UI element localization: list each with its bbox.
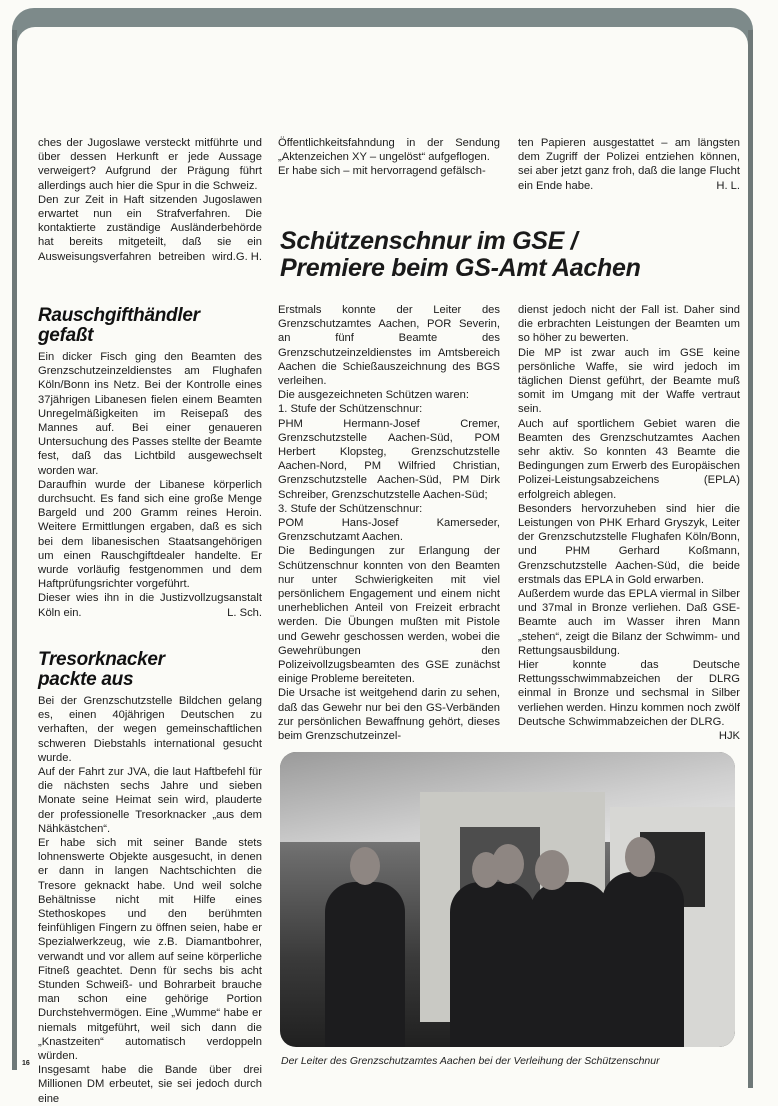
- main-article-column-2: [278, 303, 500, 743]
- paragraph: POM Hans-Josef Kamerseder, Grenzschutzamt Aachen.: [278, 517, 500, 544]
- paragraph: Er habe sich mit seiner Bande stets lohnenswerte Objekte ausgesucht, in denen er dann in langen Nachtschichten die Tresore geknackt habe. Und weil solche Behältnisse nicht mit Hilfe eines Stethoskopes und den berühmten feinfühligen Fingern zu öffnen seien, habe er Spezialwerkzeug, wie z.B. Diamantbohrer, verwandt und vor allem auf seine körperliche Fitneß geachtet. Denn für sechs bis acht Stunden Schweiß- und Bohrarbeit brauche man schon eine gehörige Portion Durchstehvermögen. Eine „Wumme“ habe er niemals mitgeführt, weil sich dann die „Knastzeiten“ automatisch verdoppeln würden.: [38, 837, 262, 1063]
- photo-person: [530, 882, 610, 1047]
- paragraph: Besonders hervorzuheben sind hier die Leistungen von PHK Erhard Gryszyk, Leiter der Grenzschutzstelle Flughafen Köln/Bonn, und PHM Gerhard Koßmann, Grenzschutzstelle Aachen-Süd, die beide erstmals das EPLA in Gold erwarben.: [518, 502, 740, 586]
- signature: L. Sch.: [227, 606, 262, 619]
- paragraph: 1. Stufe der Schützenschnur:: [278, 403, 423, 416]
- paragraph: Die MP ist zwar auch im GSE keine persönliche Waffe, sie wird jedoch im täglichen Dienst geführt, der Beamte muß somit im Umgang mit der Waffe vertraut sein.: [518, 346, 740, 416]
- main-article-column-3: [518, 303, 740, 743]
- paragraph: Öffentlichkeitsfahndung in der Sendung „Aktenzeichen XY – ungelöst“ aufgeflogen.: [278, 137, 500, 164]
- paragraph: Insgesamt habe die Bande über drei Millionen DM erbeutet, sie sei jedoch durch eine: [38, 1064, 262, 1105]
- paragraph: Er habe sich – mit hervorragend gefälsch-: [278, 165, 486, 178]
- photo-person: [450, 882, 535, 1047]
- article-tresorknacker: [38, 650, 262, 1106]
- paragraph: Hier konnte das Deutsche Rettungsschwimmabzeichen der DLRG einmal in Bronze und sechsmal in Silber verliehen werden. Hinzu kommen noch zwölf Deutsche Schwimmabzeichen der DLRG.: [518, 659, 740, 728]
- photo-caption: Der Leiter des Grenzschutzamtes Aachen bei der Verleihung der Schützenschnur: [281, 1055, 660, 1067]
- column-2-continuation: [278, 136, 500, 179]
- column-3-continuation: [518, 136, 740, 193]
- paragraph: Bei der Grenzschutzstelle Bildchen gelang es, einen 40jährigen Deutschen zu verhaften, der wegen gemeinschaftlichen schweren Diebstahls international gesucht wurde.: [38, 695, 262, 764]
- column-1-intro: [38, 136, 262, 264]
- page-number: 16: [22, 1060, 30, 1067]
- page-frame-inner: [17, 27, 748, 57]
- paragraph: Daraufhin wurde der Libanese körperlich durchsucht. Es fand sich eine große Menge Bargeld und 200 Gramm reines Heroin. Weitere Ermittlungen ergaben, daß es sich bei dem libanesischen Staatsangehörigen um einen Rauschgiftdealer handelte. Er wurde vorläufig festgenommen und dem Haftprüfungsrichter vorgeführt.: [38, 478, 262, 591]
- paragraph: Die Bedingungen zur Erlangung der Schützenschnur konnten von den Beamten nur unter Schwierigkeiten mit viel persönlichem Engagement und einem nicht unerheblichen Anteil von Freizeit erbracht werden. Die Übungen mußten mit Pistole und Gewehr geschossen werden, wobei die Gewehrübungen den Polizeivollzugsbeamten des GSE zunächst einige Probleme bereiteten.: [278, 545, 500, 686]
- paragraph: 3. Stufe der Schützenschnur:: [278, 502, 423, 515]
- paragraph: Erstmals konnte der Leiter des Grenzschutzamtes Aachen, POR Severin, an fünf Beamte des Grenzschutzeinzeldienstes im Amtsbereich Aachen die Schießauszeichnung des BGS verleihen.: [278, 304, 500, 388]
- paragraph: ches der Jugoslawe versteckt mitführte und über dessen Herkunft er jede Aussage verweigert? Aufgrund der Prägung führt allerdings auch hier die Spur in die Schweiz.: [38, 137, 262, 192]
- photo-person-head: [535, 850, 569, 890]
- paragraph: Den zur Zeit in Haft sitzenden Jugoslawen erwartet nun ein Strafverfahren. Die kontaktierte zuständige Ausländerbehörde hat bereits mitgeteilt, daß sie ein Ausweisungsverfahren betreiben wird. G. H.: [38, 193, 262, 263]
- page-frame-left-rule: [12, 30, 17, 1070]
- article-heading: Tresorknacker packte aus: [38, 649, 165, 690]
- paragraph: Auch auf sportlichem Gebiet waren die Beamten des Grenzschutzamtes Aachen sehr aktiv. So konnten 43 Beamte die Bedingungen zum Erwerb des Europäischen Polizei-Leistungsabzeichens (EPLA) erfolgreich ablegen.: [518, 417, 740, 501]
- photo-person-head: [492, 844, 524, 884]
- photo-person: [602, 872, 684, 1047]
- paragraph: Die Ursache ist weitgehend darin zu sehen, daß das Gewehr nur bei den GS-Verbänden zur persönlichen Bewaffnung gehört, dieses beim Grenzschutzeinzel-: [278, 687, 500, 743]
- paragraph: PHM Hermann-Josef Cremer, Grenzschutzstelle Aachen-Süd, POM Herbert Klopsteg, Grenzschutzstelle Aachen-Nord, PM Wilfried Christian, Grenzschutzstelle Aachen-Süd, PM Dirk Schreiber, Grenzschutzstelle Aachen-Süd;: [278, 417, 500, 501]
- paragraph: ten Papieren ausgestattet – am längsten dem Zugriff der Polizei entziehen können, sei aber jetzt ganz froh, daß die lange Flucht ein Ende habe. H. L.: [518, 137, 740, 192]
- main-headline: Schützenschnur im GSE / Premiere beim GS-Amt Aachen: [280, 227, 641, 282]
- photo-person-head: [350, 847, 380, 885]
- paragraph: dienst jedoch nicht der Fall ist. Daher sind die erbrachten Leistungen der Beamten um so höher zu bewerten.: [518, 304, 740, 345]
- article-photo: [280, 752, 735, 1047]
- paragraph: Ein dicker Fisch ging den Beamten des Grenzschutzeinzeldienstes am Flughafen Köln/Bonn ins Netz. Bei der Kontrolle eines 37jährigen Libanesen fielen einem Beamten Unregelmäßigkeiten im Reisepaß des Mannes auf. Bei einer genaueren Untersuchung des Passes stellte der Beamte fest, daß das Lichtbild ausgewechselt worden war.: [38, 351, 262, 477]
- photo-person: [325, 882, 405, 1047]
- article-heading: Rauschgifthändler gefaßt: [38, 305, 200, 346]
- photo-person-head: [625, 837, 655, 877]
- page-frame-right-rule: [748, 30, 753, 1088]
- signature: HJK: [718, 730, 740, 743]
- paragraph: Auf der Fahrt zur JVA, die laut Haftbefehl für die nächsten sechs Jahre und sieben Monate seine Heimat sein wird, plauderte der professionelle Tresorknacker „aus dem Nähkästchen“.: [38, 766, 262, 835]
- paragraph: Dieser wies ihn in die Justizvollzugsanstalt Köln ein. L. Sch.: [38, 592, 262, 619]
- article-rauschgifthaendler: [38, 306, 262, 620]
- signature: G. H.: [235, 250, 262, 263]
- signature: H. L.: [716, 179, 740, 192]
- paragraph: Die ausgezeichneten Schützen waren:: [278, 389, 469, 402]
- paragraph: Außerdem wurde das EPLA viermal in Silber und 37mal in Bronze verliehen. Daß GSE-Beamte auch im Wasser ihren Mann „stehen“, zeigt die Bilanz der Schwimm- und Rettungsausbildung.: [518, 588, 740, 657]
